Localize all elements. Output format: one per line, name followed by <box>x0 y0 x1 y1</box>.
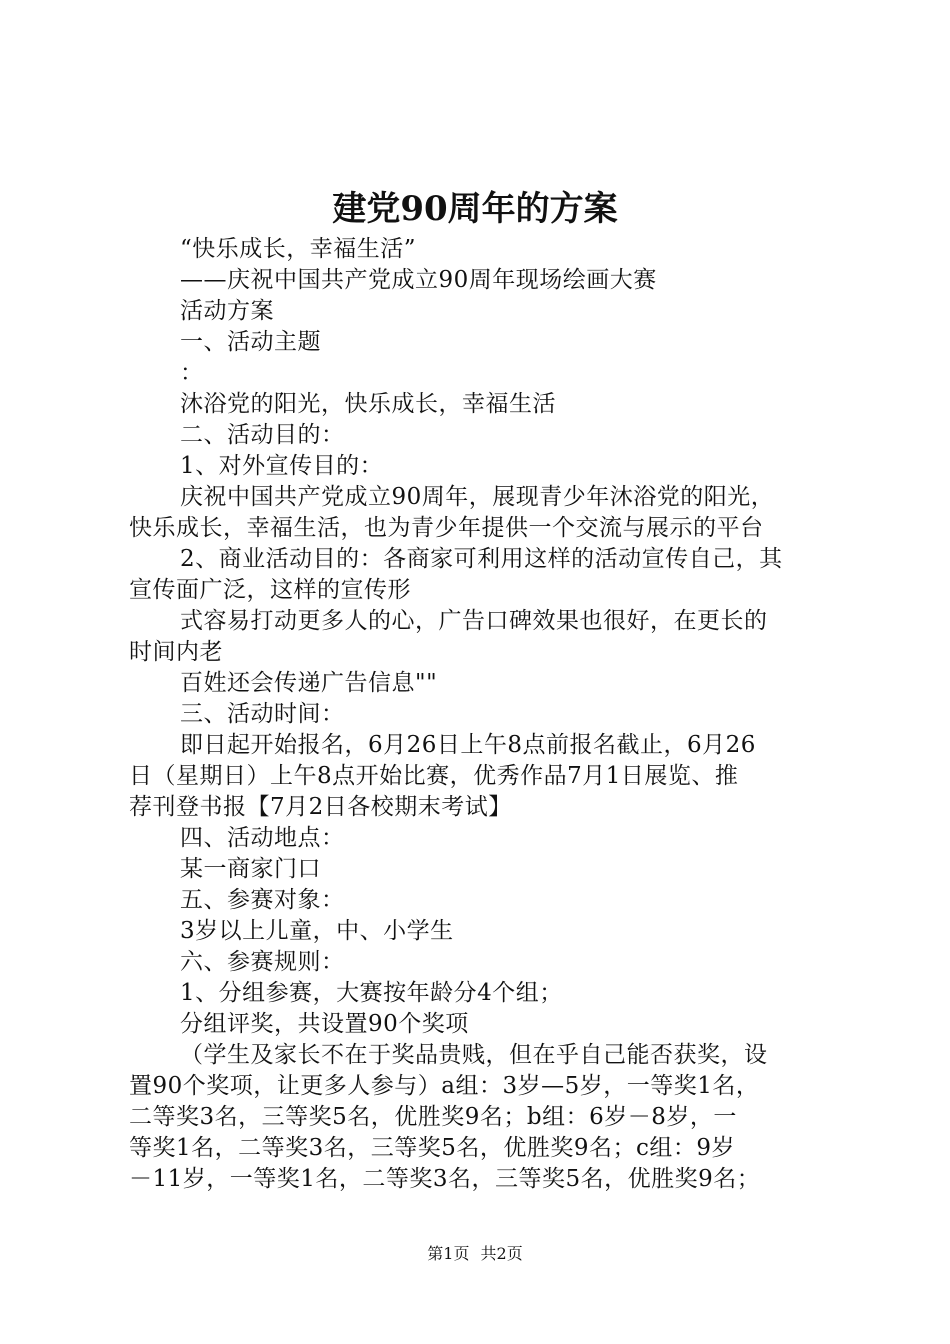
page-footer <box>0 1243 950 1265</box>
paragraph-line: 置90个奖项，让更多人参与）a组：3岁—5岁，一等奖1名， <box>129 1073 760 1099</box>
paragraph-line: 庆祝中国共产党成立90周年，展现青少年沐浴党的阳光， <box>180 484 775 510</box>
paragraph-line: （学生及家长不在于奖品贵贱，但在乎自己能否获奖，设 <box>180 1042 768 1068</box>
paragraph-line: ： <box>180 360 204 386</box>
document-body <box>129 234 833 1195</box>
paragraph-line: 1、对外宣传目的： <box>180 453 384 479</box>
paragraph-line: “快乐成长，幸福生活” <box>180 236 417 262</box>
paragraph-line: 一、活动主题 <box>180 329 321 355</box>
paragraph-line: 二等奖3名，三等奖5名，优胜奖9名；b组：6岁－8岁，一 <box>129 1104 737 1130</box>
paragraph-line: 快乐成长，幸福生活，也为青少年提供一个交流与展示的平台 <box>129 515 764 541</box>
paragraph-line: 日（星期日）上午8点开始比赛，优秀作品7月1日展览、推 <box>129 763 739 789</box>
paragraph-line: 等奖1名，二等奖3名，三等奖5名，优胜奖9名；c组：9岁 <box>129 1135 736 1161</box>
paragraph-line: 活动方案 <box>180 298 274 324</box>
paragraph-line: 宣传面广泛，这样的宣传形 <box>129 577 411 603</box>
paragraph-line: 五、参赛对象： <box>180 887 345 913</box>
paragraph-line: 分组评奖，共设置90个奖项 <box>180 1011 469 1037</box>
page-number-total: 共2页 <box>480 1244 523 1263</box>
paragraph-line: 时间内老 <box>129 639 223 665</box>
paragraph-line: 二、活动目的： <box>180 422 345 448</box>
paragraph-line: 1、分组参赛，大赛按年龄分4个组； <box>180 980 563 1006</box>
page-number-current: 第1页 <box>427 1244 470 1263</box>
paragraph-line: －11岁，一等奖1名，二等奖3名，三等奖5名，优胜奖9名； <box>129 1166 761 1192</box>
paragraph-line: ——庆祝中国共产党成立90周年现场绘画大赛 <box>180 267 657 293</box>
paragraph-line: 三、活动时间： <box>180 701 345 727</box>
paragraph-line: 百姓还会传递广告信息"" <box>180 670 438 696</box>
paragraph-line: 某一商家门口 <box>180 856 321 882</box>
document-title: 建党90周年的方案 <box>332 189 618 229</box>
paragraph-line: 四、活动地点： <box>180 825 345 851</box>
paragraph-line: 式容易打动更多人的心，广告口碑效果也很好，在更长的 <box>180 608 768 634</box>
paragraph-line: 荐刊登书报【7月2日各校期末考试】 <box>129 794 512 820</box>
paragraph-line: 沐浴党的阳光，快乐成长，幸福生活 <box>180 391 556 417</box>
paragraph-line: 2、商业活动目的：各商家可利用这样的活动宣传自己，其 <box>180 546 783 572</box>
paragraph-line: 3岁以上儿童，中、小学生 <box>180 918 454 944</box>
paragraph-line: 即日起开始报名，6月26日上午8点前报名截止，6月26 <box>180 732 756 758</box>
paragraph-line: 六、参赛规则： <box>180 949 345 975</box>
